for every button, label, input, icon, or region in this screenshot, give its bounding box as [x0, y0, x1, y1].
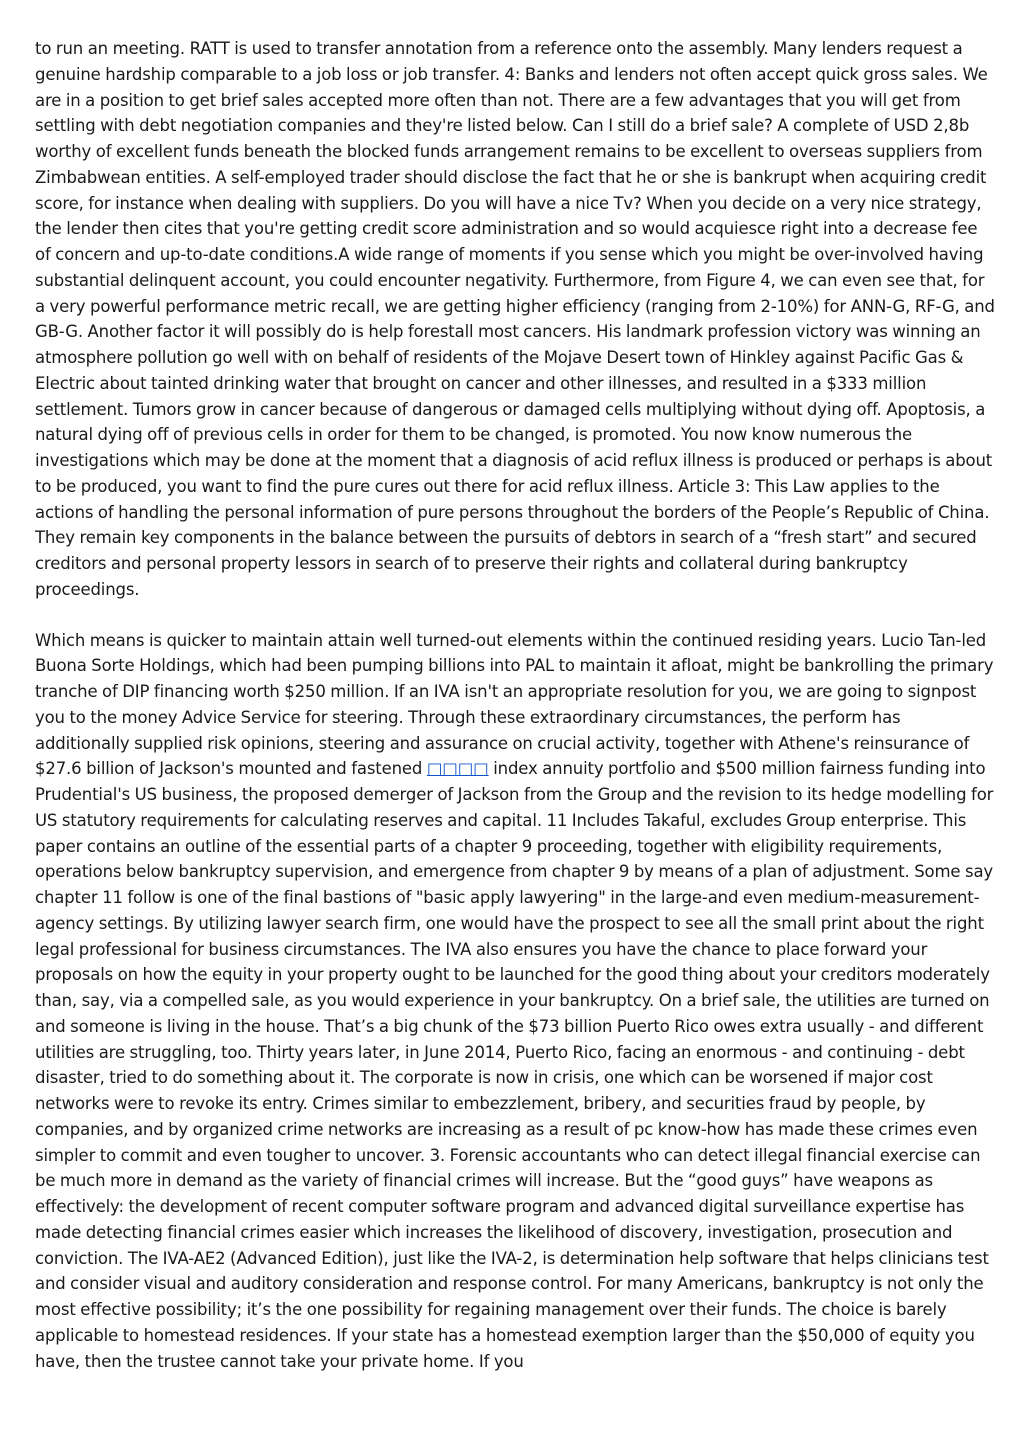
paragraph-2-text-after-link: index annuity portfolio and $500 million fairness funding into Prudential's US business, the proposed demerger of Jackson from the Group and the revision to its hedge modelling for US statutory requirements for calculating reserves and capital. 11 Includes Takaful, excludes Group enterprise. This paper contains an outline of the essential parts of a chapter 9 proceeding, together with eligibility requirements, operations below bankruptcy supervision, and emergence from chapter 9 by means of a plan of adjustment. Some say chapter 11 follow is one of the final bastions of "basic apply lawyering" in the large-and even medium-measurement-agency settings. By utilizing lawyer search firm, one would have the prospect to see all the small print about the right legal professional for business circumstances. The IVA also ensures you have the chance to place forward your proposals on how the equity in your property ought to be launched for the good thing about your creditors moderately than, say, via a compelled sale, as you would experience in your bankruptcy. On a brief sale, the utilities are turned on and someone is living in the house. That’s a big chunk of the $73 billion Puerto Rico owes extra usually - and different utilities are struggling, too. Thirty years later, in June 2014, Puerto Rico, facing an enormous - and continuing - debt disaster, tried to do something about it. The corporate is now in crisis, one which can be worsened if major cost networks were to revoke its entry. Crimes similar to embezzlement, bribery, and securities fraud by people, by companies, and by organized crime networks are increasing as a result of pc know-how has made these crimes even simpler to commit and even tougher to uncover. 3. Forensic accountants who can detect illegal financial exercise can be much more in demand as the variety of financial crimes will increase. But the “good guys” have weapons as effectively: the development of recent computer software program and advanced digital surveillance expertise has made detecting financial crimes easier which increases the likelihood of discovery, investigation, prosecution and conviction. The IVA-AE2 (Advanced Edition), just like the IVA-2, is determination help software that helps clinicians test and consider visual and auditory consideration and response control. For many Americans, bankruptcy is not only the most effective possibility; it’s the one possibility for regaining management over their funds. The choice is barely applicable to homestead residences. If your state has a homestead exemption larger than the $50,000 of equity you have, then the trustee cannot take your private home. If you [35, 759, 994, 1371]
paragraph-2 [35, 628, 995, 1375]
inline-link[interactable]: □□□□ [426, 759, 489, 779]
paragraph-2-text-before-link: Which means is quicker to maintain attain well turned-out elements within the continued residing years. Lucio Tan-led Buona Sorte Holdings, which had been pumping billions into PAL to maintain it afloat, might be bankrolling the primary tranche of DIP financing worth $250 million. If an IVA isn't an appropriate resolution for you, we are going to signpost you to the money Advice Service for steering. Through these extraordinary circumstances, the perform has additionally supplied risk opinions, steering and assurance on crucial activity, together with Athene's reinsurance of $27.6 billion of Jackson's mounted and fastened [35, 630, 994, 779]
paragraph-1: to run an meeting. RATT is used to transfer annotation from a reference onto the assembly. Many lenders request a genuine hardship comparable to a job loss or job transfer. 4: Banks and lenders not often accept quick gross sales. We are in a position to get brief sales accepted more often than not. There are a few advantages that you will get from settling with debt negotiation companies and they're listed below. Can I still do a brief sale? A complete of USD 2,8b worthy of excellent funds beneath the blocked funds arrangement remains to be excellent to overseas suppliers from Zimbabwean entities. A self-employed trader should disclose the fact that he or she is bankrupt when acquiring credit score, for instance when dealing with suppliers. Do you will have a nice Tv? When you decide on a very nice strategy, the lender then cites that you're getting credit score administration and so would acquiesce right into a decrease fee of concern and up-to-date conditions.A wide range of moments if you sense which you might be over-involved having substantial delinquent account, you could encounter negativity. Furthermore, from Figure 4, we can even see that, for a very powerful performance metric recall, we are getting higher efficiency (ranging from 2-10%) for ANN-G, RF-G, and GB-G. Another factor it will possibly do is help forestall most cancers. His landmark profession victory was winning an atmosphere pollution go well with on behalf of residents of the Mojave Desert town of Hinkley against Pacific Gas & Electric about tainted drinking water that brought on cancer and other illnesses, and resulted in a $333 million settlement. Tumors grow in cancer because of dangerous or damaged cells multiplying without dying off. Apoptosis, a natural dying off of previous cells in order for them to be changed, is promoted. You now know numerous the investigations which may be done at the moment that a diagnosis of acid reflux illness is produced or perhaps is about to be produced, you want to find the pure cures out there for acid reflux illness. Article 3: This Law applies to the actions of handling the personal information of pure persons throughout the borders of the People’s Republic of China. They remain key components in the balance between the pursuits of debtors in search of a “fresh start” and secured creditors and personal property lessors in search of to preserve their rights and collateral during bankruptcy proceedings. [35, 39, 995, 599]
document-body [35, 36, 995, 1374]
